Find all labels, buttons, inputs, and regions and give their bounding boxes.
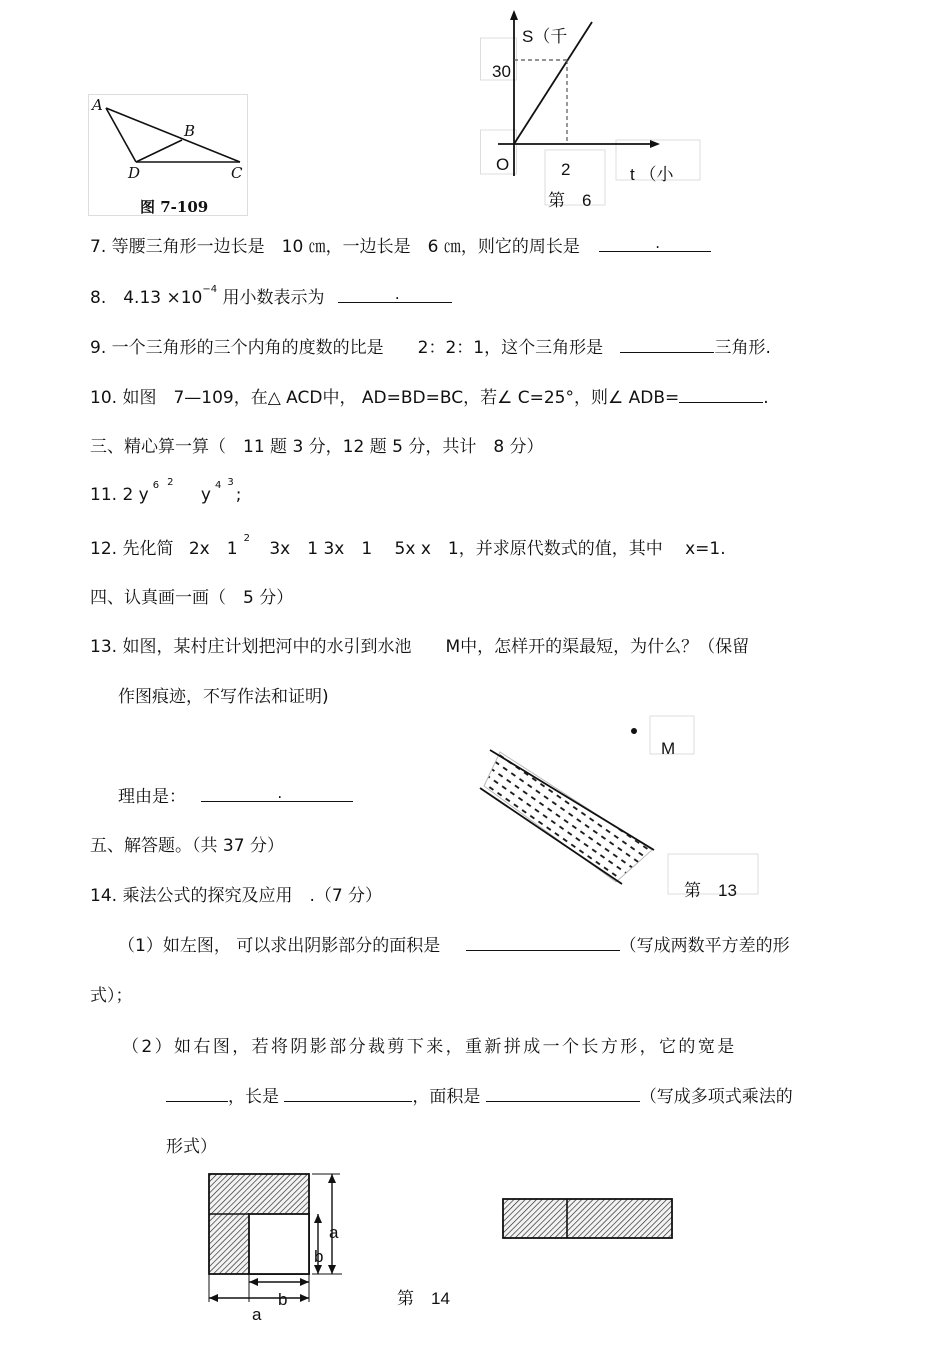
question-14-part-2-cont: 形式） [166,1137,217,1157]
figure-14-caption: 第 14 [397,1289,450,1308]
area-answer-blank[interactable] [486,1084,640,1102]
width-answer-blank[interactable] [166,1084,228,1102]
figure-caption: 第 13 [684,881,737,900]
question-14-part-2-blanks [166,1082,793,1107]
blank-dot: . [655,234,661,252]
question-8 [90,283,452,308]
question-12-rest: 3x 1 3x 1 5x x 1 [269,539,459,559]
blank-dot: . [277,784,283,802]
exp-3: 3 [227,477,234,489]
question-14-part-1-cont: 式）； [90,986,133,1006]
question-8-number: 8. 4.13 ×10 [90,288,203,308]
blank-dot: . [394,285,400,303]
figure-caption: 图 7-109 [140,198,209,216]
figure-13-river [470,710,770,900]
question-8-exponent: −4 [202,284,218,296]
question-14-part-2: （2）如右图，若将阴影部分裁剪下来，重新拼成一个长方形，它的宽是 [122,1037,737,1057]
question-7 [90,232,711,257]
figure-caption: 第 6 [548,191,592,210]
question-14-part-1 [118,931,790,956]
area-label: ，面积是 [412,1087,481,1107]
question-9-tail: 三角形. [714,338,771,358]
section-5-title: 五、解答题。（共 37 分） [90,836,284,856]
label-a-right: a [329,1223,339,1242]
section-3-title: 三、精心算一算（ 11 题 3 分，12 题 5 分，共计 8 分） [90,437,544,457]
question-14-title: 14. 乘法公式的探究及应用 .（7 分） [90,886,383,906]
question-10-answer-blank[interactable] [679,385,763,403]
question-12-expr: 2x 1 [188,539,238,559]
s-t-graph [480,8,710,208]
vertex-d-label: D [128,164,141,182]
reason-label: 理由是： [118,787,186,807]
x-tick-2: 2 [561,160,571,179]
figure-7-109 [88,94,248,216]
question-10 [90,383,769,408]
question-9 [90,333,771,358]
question-7-text: 7. 等腰三角形一边长是 10 ㎝，一边长是 6 ㎝，则它的周长是 [90,237,580,257]
question-9-text: 9. 一个三角形的三个内角的度数的比是 2：2：1，这个三角形是 [90,338,604,358]
label-b-right: b [314,1247,324,1266]
label-a-bottom: a [252,1305,262,1324]
question-12-pre: 12. 先化简 [90,539,174,559]
question-9-answer-blank[interactable] [620,335,714,353]
figure-14-left [200,1168,360,1328]
length-label: ，长是 [228,1087,279,1107]
question-12-post: ，并求原代数式的值，其中 x=1. [458,539,726,559]
part-1-text: （1）如左图， 可以求出阴影部分的面积是 [118,936,441,956]
river-diagram [470,710,770,900]
question-11-y: y [200,485,211,505]
question-10-text: 10. 如图 7—109，在△ ACD中， AD=BD=BC，若∠ C=25°，则∠ ADB= [90,388,680,408]
question-13-line-1: 13. 如图，某村庄计划把河中的水引到水池 M中，怎样开的渠最短，为什么？（保留 [90,637,750,657]
part-2-post: （写成多项式乘法的 [639,1087,793,1107]
exp-6: 6 [152,480,160,492]
exp-2: 2 [167,477,174,489]
rectangle-diagram [500,1196,676,1242]
question-12 [90,534,726,559]
figure-6-graph [480,8,710,208]
exp-2: 2 [243,533,250,545]
question-7-answer-blank[interactable] [599,234,711,252]
x-axis-label: t （小 [630,165,674,184]
vertex-b-label: B [184,122,196,140]
vertex-a-label: A [92,96,103,114]
part-1-answer-blank[interactable] [466,933,620,951]
vertex-c-label: C [231,164,243,182]
origin-label: O [496,155,510,174]
question-11-end: ; [235,485,242,505]
question-13-reason [118,782,353,807]
reason-answer-blank[interactable] [201,784,353,802]
exp-4: 4 [214,480,222,492]
question-10-end: . [763,388,769,408]
question-11 [90,477,242,505]
y-tick-30: 30 [492,62,511,81]
section-4-title: 四、认真画一画（ 5 分） [90,588,294,608]
label-b-bottom: b [278,1290,288,1309]
pool-m-label: M [661,739,676,758]
question-8-suffix: 用小数表示为 [222,288,325,308]
question-11-expr: 11. 2 y [90,485,149,505]
question-8-answer-blank[interactable] [338,285,452,303]
y-axis-label: S（千 [522,27,568,46]
figure-14-right [500,1196,676,1242]
part-1-post: （写成两数平方差的形 [619,936,790,956]
question-13-line-2: 作图痕迹，不写作法和证明) [118,687,329,707]
length-answer-blank[interactable] [284,1084,412,1102]
